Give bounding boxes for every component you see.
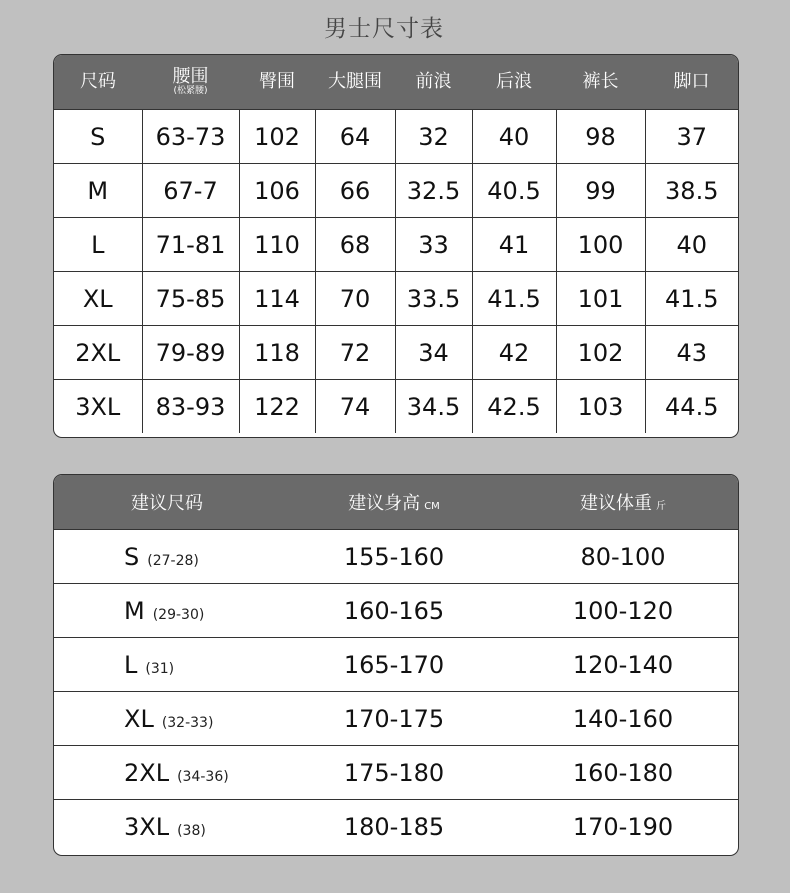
- header-hip: 臀围: [259, 71, 295, 93]
- length-cell: 98: [556, 110, 645, 164]
- front-rise-cell: 34.5: [395, 380, 472, 434]
- leg-opening-cell: 44.5: [645, 380, 738, 434]
- thigh-cell: 70: [315, 272, 395, 326]
- table-row: [54, 584, 738, 638]
- recommendation-table: [54, 475, 738, 853]
- table-row: [54, 746, 738, 800]
- header-length: 裤长: [582, 71, 619, 93]
- rec-size-cell: [54, 746, 280, 800]
- table-row: [54, 326, 738, 380]
- rec-height-cell: 160-165: [280, 584, 508, 638]
- rec-size-range: (38): [177, 822, 206, 839]
- leg-opening-cell: 38.5: [645, 164, 738, 218]
- length-cell: 99: [556, 164, 645, 218]
- rec-height-cell: 170-175: [280, 692, 508, 746]
- size-cell: 2XL: [54, 326, 142, 380]
- recommendation-card: [53, 474, 739, 856]
- hip-cell: 118: [239, 326, 315, 380]
- thigh-cell: 74: [315, 380, 395, 434]
- rec-weight-cell: 80-100: [508, 530, 738, 584]
- header-front-rise: 前浪: [415, 71, 452, 93]
- back-rise-cell: 41: [472, 218, 556, 272]
- table-row: [54, 164, 738, 218]
- rec-size-cell: [54, 692, 280, 746]
- thigh-cell: 68: [315, 218, 395, 272]
- back-rise-cell: 41.5: [472, 272, 556, 326]
- table-row: [54, 110, 738, 164]
- rec-size-cell: [54, 638, 280, 692]
- length-cell: 101: [556, 272, 645, 326]
- rec-weight-cell: 160-180: [508, 746, 738, 800]
- size-chart-table: [54, 55, 738, 433]
- rec-weight-cell: 100-120: [508, 584, 738, 638]
- size-cell: L: [54, 218, 142, 272]
- header-thigh: 大腿围: [328, 71, 382, 93]
- waist-cell: 71-81: [142, 218, 239, 272]
- header-back-rise: 后浪: [496, 71, 532, 93]
- front-rise-cell: 34: [395, 326, 472, 380]
- rec-size-label: XL: [124, 704, 154, 733]
- rec-height-cell: 165-170: [280, 638, 508, 692]
- back-rise-cell: 42: [472, 326, 556, 380]
- rec-size-label: S: [124, 542, 140, 571]
- rec-size-label: 3XL: [124, 812, 170, 841]
- hip-cell: 110: [239, 218, 315, 272]
- waist-cell: 63-73: [142, 110, 239, 164]
- rec-height-cell: 155-160: [280, 530, 508, 584]
- size-cell: M: [54, 164, 142, 218]
- table-row: [54, 638, 738, 692]
- rec-height-cell: 175-180: [280, 746, 508, 800]
- waist-cell: 75-85: [142, 272, 239, 326]
- length-cell: 100: [556, 218, 645, 272]
- waist-cell: 67-7: [142, 164, 239, 218]
- header-recommended-height: 建议身高 CM: [348, 493, 440, 514]
- size-cell: S: [54, 110, 142, 164]
- front-rise-cell: 32: [395, 110, 472, 164]
- recommendation-header-row: [54, 475, 738, 530]
- page-title: 男士尺寸表: [324, 16, 444, 42]
- header-waist: 腰围 (松紧腰): [142, 55, 239, 110]
- front-rise-cell: 33.5: [395, 272, 472, 326]
- table-row: [54, 692, 738, 746]
- rec-size-range: (27-28): [147, 552, 199, 569]
- waist-cell: 83-93: [142, 380, 239, 434]
- size-cell: XL: [54, 272, 142, 326]
- rec-size-cell: [54, 584, 280, 638]
- back-rise-cell: 40.5: [472, 164, 556, 218]
- back-rise-cell: 40: [472, 110, 556, 164]
- rec-weight-cell: 140-160: [508, 692, 738, 746]
- weight-unit: 斤: [656, 501, 666, 512]
- thigh-cell: 66: [315, 164, 395, 218]
- back-rise-cell: 42.5: [472, 380, 556, 434]
- table-row: [54, 530, 738, 584]
- rec-size-cell: [54, 800, 280, 854]
- header-leg-opening: 脚口: [673, 71, 710, 93]
- rec-size-label: M: [124, 596, 145, 625]
- rec-size-range: (29-30): [152, 606, 205, 623]
- length-cell: 102: [556, 326, 645, 380]
- leg-opening-cell: 40: [645, 218, 738, 272]
- table-row: [54, 800, 738, 854]
- thigh-cell: 64: [315, 110, 395, 164]
- header-recommended-size: 建议尺码: [131, 493, 203, 514]
- thigh-cell: 72: [315, 326, 395, 380]
- hip-cell: 114: [239, 272, 315, 326]
- header-waist-note: (松紧腰): [173, 86, 208, 97]
- length-cell: 103: [556, 380, 645, 434]
- size-chart-card: [53, 54, 739, 438]
- rec-size-range: (34-36): [177, 768, 229, 785]
- header-recommended-weight: 建议体重 斤: [580, 493, 666, 514]
- rec-weight-cell: 170-190: [508, 800, 738, 854]
- rec-weight-cell: 120-140: [508, 638, 738, 692]
- rec-size-label: L: [124, 650, 138, 679]
- hip-cell: 102: [239, 110, 315, 164]
- front-rise-cell: 33: [395, 218, 472, 272]
- rec-height-cell: 180-185: [280, 800, 508, 854]
- size-cell: 3XL: [54, 380, 142, 434]
- header-size: 尺码: [80, 71, 116, 93]
- table-row: [54, 218, 738, 272]
- rec-size-range: (32-33): [161, 714, 214, 731]
- table-row: [54, 272, 738, 326]
- hip-cell: 106: [239, 164, 315, 218]
- leg-opening-cell: 37: [645, 110, 738, 164]
- hip-cell: 122: [239, 380, 315, 434]
- size-chart-header-row: [54, 55, 738, 110]
- leg-opening-cell: 43: [645, 326, 738, 380]
- waist-cell: 79-89: [142, 326, 239, 380]
- height-unit: CM: [424, 501, 440, 512]
- rec-size-label: 2XL: [124, 758, 170, 787]
- rec-size-cell: [54, 530, 280, 584]
- table-row: [54, 380, 738, 434]
- leg-opening-cell: 41.5: [645, 272, 738, 326]
- front-rise-cell: 32.5: [395, 164, 472, 218]
- rec-size-range: (31): [145, 660, 175, 677]
